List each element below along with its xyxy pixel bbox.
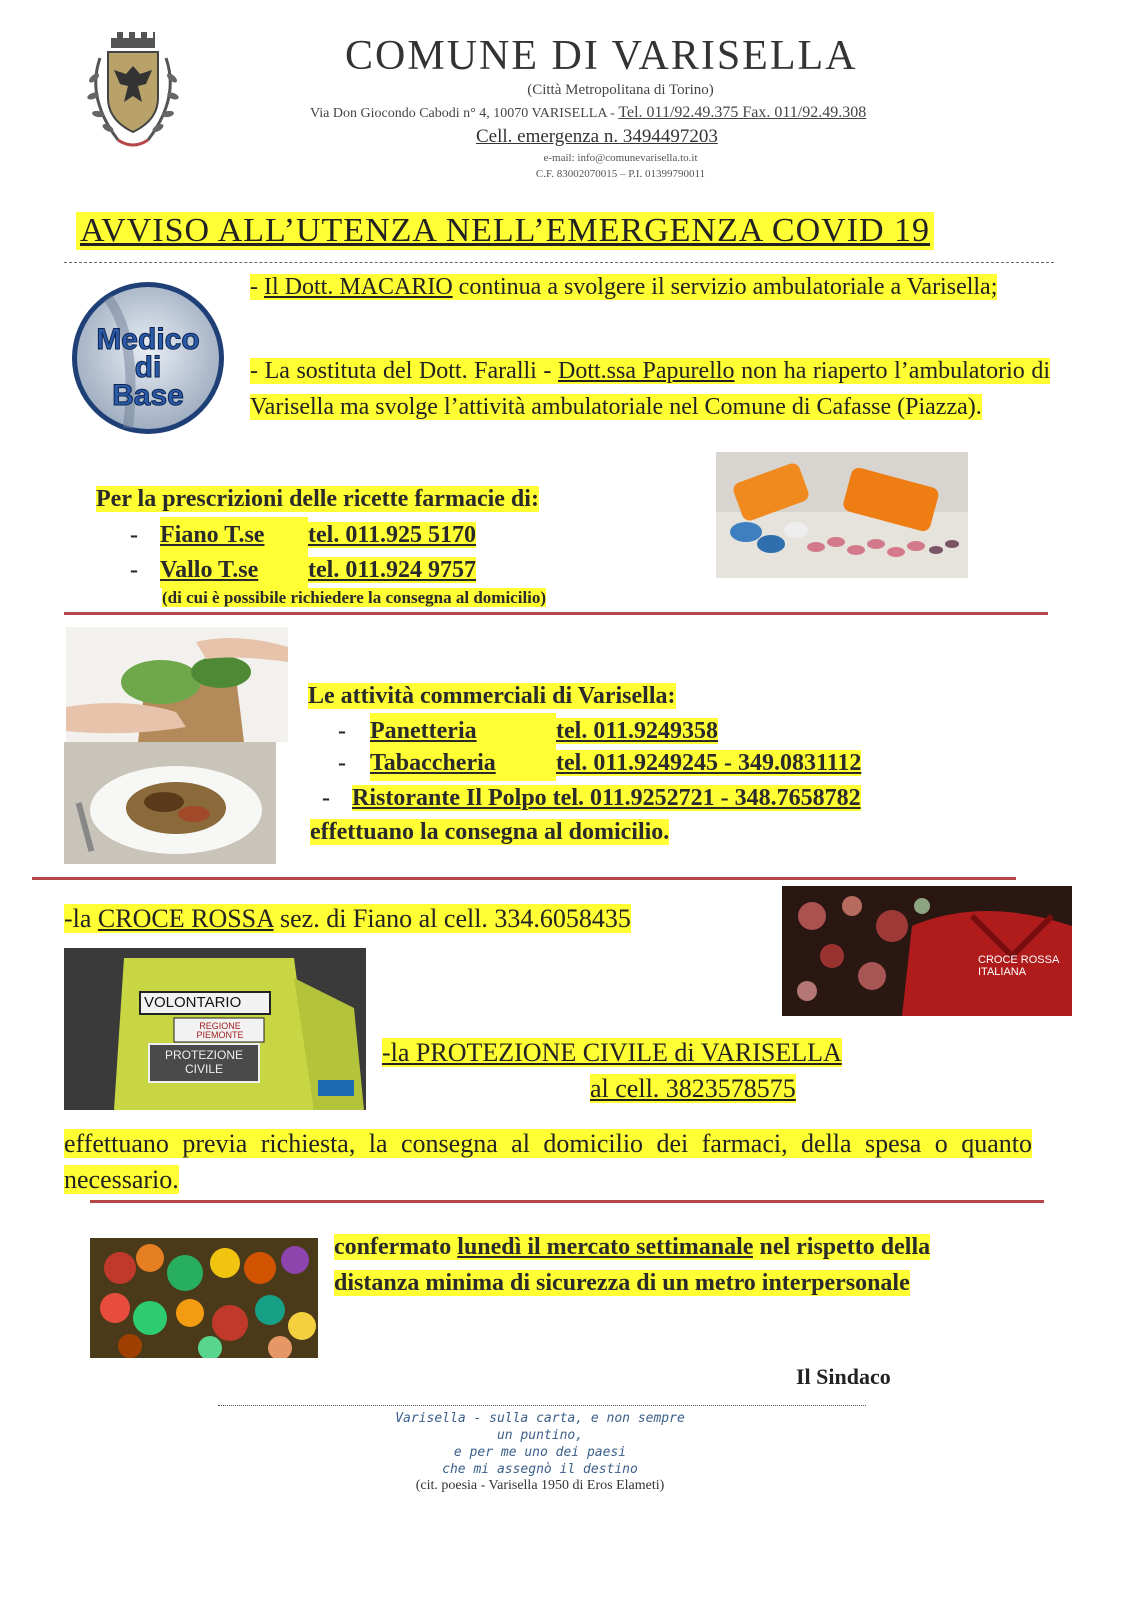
p1-rest: continua a svolgere il servizio ambulatoriale a Varisella; [452, 274, 998, 300]
pharmacy-note [162, 588, 546, 608]
footer-divider [218, 1405, 866, 1406]
shop-panetteria [338, 713, 718, 749]
red-cross-photo-text: CROCE ROSSA ITALIANA [978, 954, 1059, 978]
section-divider [64, 612, 1048, 615]
croce-rest: sez. di Fiano al cell. 334.6058435 [273, 904, 631, 933]
civil-protection-line-1 [382, 1038, 842, 1068]
shop-ristorante [322, 780, 861, 816]
municipality-subtitle: (Città Metropolitana di Torino) [527, 82, 714, 98]
delivery-text: effettuano previa richiesta, la consegna al domicilio dei farmaci, della spesa o quanto necessario. [64, 1129, 1032, 1194]
pharmacy-tel: tel. 011.924 9757 [308, 557, 476, 583]
address-line [310, 104, 866, 122]
dashed-divider [64, 262, 1054, 263]
email-line: e-mail: info@comunevarisella.to.it [543, 152, 698, 164]
pills-photo [716, 452, 968, 578]
vest-protezione: PROTEZIONE CIVILE [164, 1048, 243, 1076]
medico-paragraph-1 [250, 269, 1050, 305]
poem-citation: (cit. poesia - Varisella 1950 di Eros Elameti) [415, 1478, 665, 1493]
shop-dash: - [338, 718, 346, 744]
poem-block [300, 1410, 780, 1478]
market-paragraph [334, 1229, 1014, 1301]
pharmacy-dash: - [130, 522, 138, 548]
red-cross-photo [782, 886, 1072, 1016]
doctor-papurello: Dott.ssa Papurello [557, 358, 735, 384]
shop-dash: - [338, 750, 346, 776]
market-start: confermato [334, 1234, 458, 1260]
shop-tel: tel. 011.9249245 - 349.0831112 [556, 750, 862, 776]
pharmacy-intro [96, 481, 539, 517]
pharmacy-dash: - [130, 557, 138, 583]
civil-protection-photo [64, 948, 366, 1110]
medico-paragraph-2 [250, 353, 1050, 425]
commerce-outro [310, 814, 669, 850]
vegetables-photo [90, 1238, 318, 1358]
commerce-outro-text: effettuano la consegna al domicilio. [310, 819, 670, 845]
pharmacy-tel: tel. 011.925 5170 [308, 522, 476, 548]
section-divider [90, 1200, 1044, 1203]
poem-line: Varisella - sulla carta, e non sempre [395, 1411, 685, 1426]
shop-dash: - [322, 785, 330, 811]
croce-prefix: -la [64, 904, 98, 933]
notice-headline: AVVISO ALL’UTENZA NELL’EMERGENZA COVID 19 [76, 212, 934, 250]
shop-tabaccheria [338, 745, 861, 781]
p2-rest: non ha riaperto l’ambulatorio di Varisella ma svolge l’attività ambulatoriale nel Comune di Cafasse (Piazza). [250, 358, 1051, 420]
pharmacy-vallo [130, 552, 476, 588]
shop-tel: tel. 011.9249358 [556, 718, 718, 744]
poem-line: un puntino, [496, 1428, 584, 1443]
market-day: lunedì il mercato settimanale [457, 1234, 754, 1260]
pharmacy-intro-text: Per la prescrizioni delle ricette farmacie di: [96, 486, 539, 512]
croce-rossa-line [64, 904, 631, 934]
shop-tel [547, 785, 553, 811]
shop-name: Panetteria [370, 713, 556, 749]
croce-rossa-name: CROCE ROSSA [97, 904, 274, 933]
commerce-intro [308, 678, 676, 714]
pharmacy-name: Vallo T.se [160, 552, 308, 588]
section-divider [32, 877, 1016, 880]
pasta-dish-photo [64, 742, 276, 864]
vest-regione: REGIONE PIEMONTE [196, 1021, 244, 1040]
pharmacy-note-text: (di cui è possibile richiedere la consegna al domicilio) [162, 588, 547, 607]
signature: Il Sindaco [796, 1364, 891, 1389]
address-text: Via Don Giocondo Cabodi n° 4, 10070 VARISELLA - [310, 106, 619, 121]
vest-volontario: VOLONTARIO [144, 994, 242, 1011]
civil-protection-line-2 [590, 1074, 796, 1104]
commerce-intro-text: Le attività commerciali di Varisella: [308, 683, 676, 709]
fiscal-code-line: C.F. 83002070015 – P.I. 01399790011 [535, 168, 706, 180]
p1-dash: - [250, 274, 264, 300]
civil-protection-phone: al cell. 3823578575 [590, 1074, 796, 1103]
municipality-title: COMUNE DI VARISELLA [345, 33, 858, 79]
badge-line-2: di [134, 351, 162, 384]
pharmacy-name: Fiano T.se [160, 517, 308, 553]
poem-line: e per me uno dei paesi [453, 1445, 627, 1460]
emergency-phone: Cell. emergenza n. 3494497203 [476, 126, 718, 147]
badge-line-3: Base [112, 379, 184, 412]
pharmacy-fiano [130, 517, 476, 553]
shop-tel-number: tel. 011.9252721 - 348.7658782 [552, 785, 861, 811]
doctor-macario: Il Dott. MACARIO [264, 274, 453, 300]
delivery-paragraph [64, 1126, 1032, 1198]
grocery-bag-photo [66, 627, 288, 742]
poem-line: che mi assegnò il destino [442, 1462, 638, 1477]
p2-start: - La sostituta del Dott. Faralli - [250, 358, 558, 384]
badge-line-1: Medico [96, 323, 200, 356]
civil-protection-name: -la PROTEZIONE CIVILE di VARISELLA [382, 1038, 842, 1067]
phone-fax-text: Tel. 011/92.49.375 Fax. 011/92.49.308 [618, 104, 867, 121]
medico-di-base-badge [68, 278, 228, 438]
shop-name: Ristorante Il Polpo [352, 785, 547, 811]
shop-name: Tabaccheria [370, 745, 556, 781]
market-rest: nel rispetto della distanza minima di sicurezza di un metro interpersonale [334, 1234, 931, 1296]
